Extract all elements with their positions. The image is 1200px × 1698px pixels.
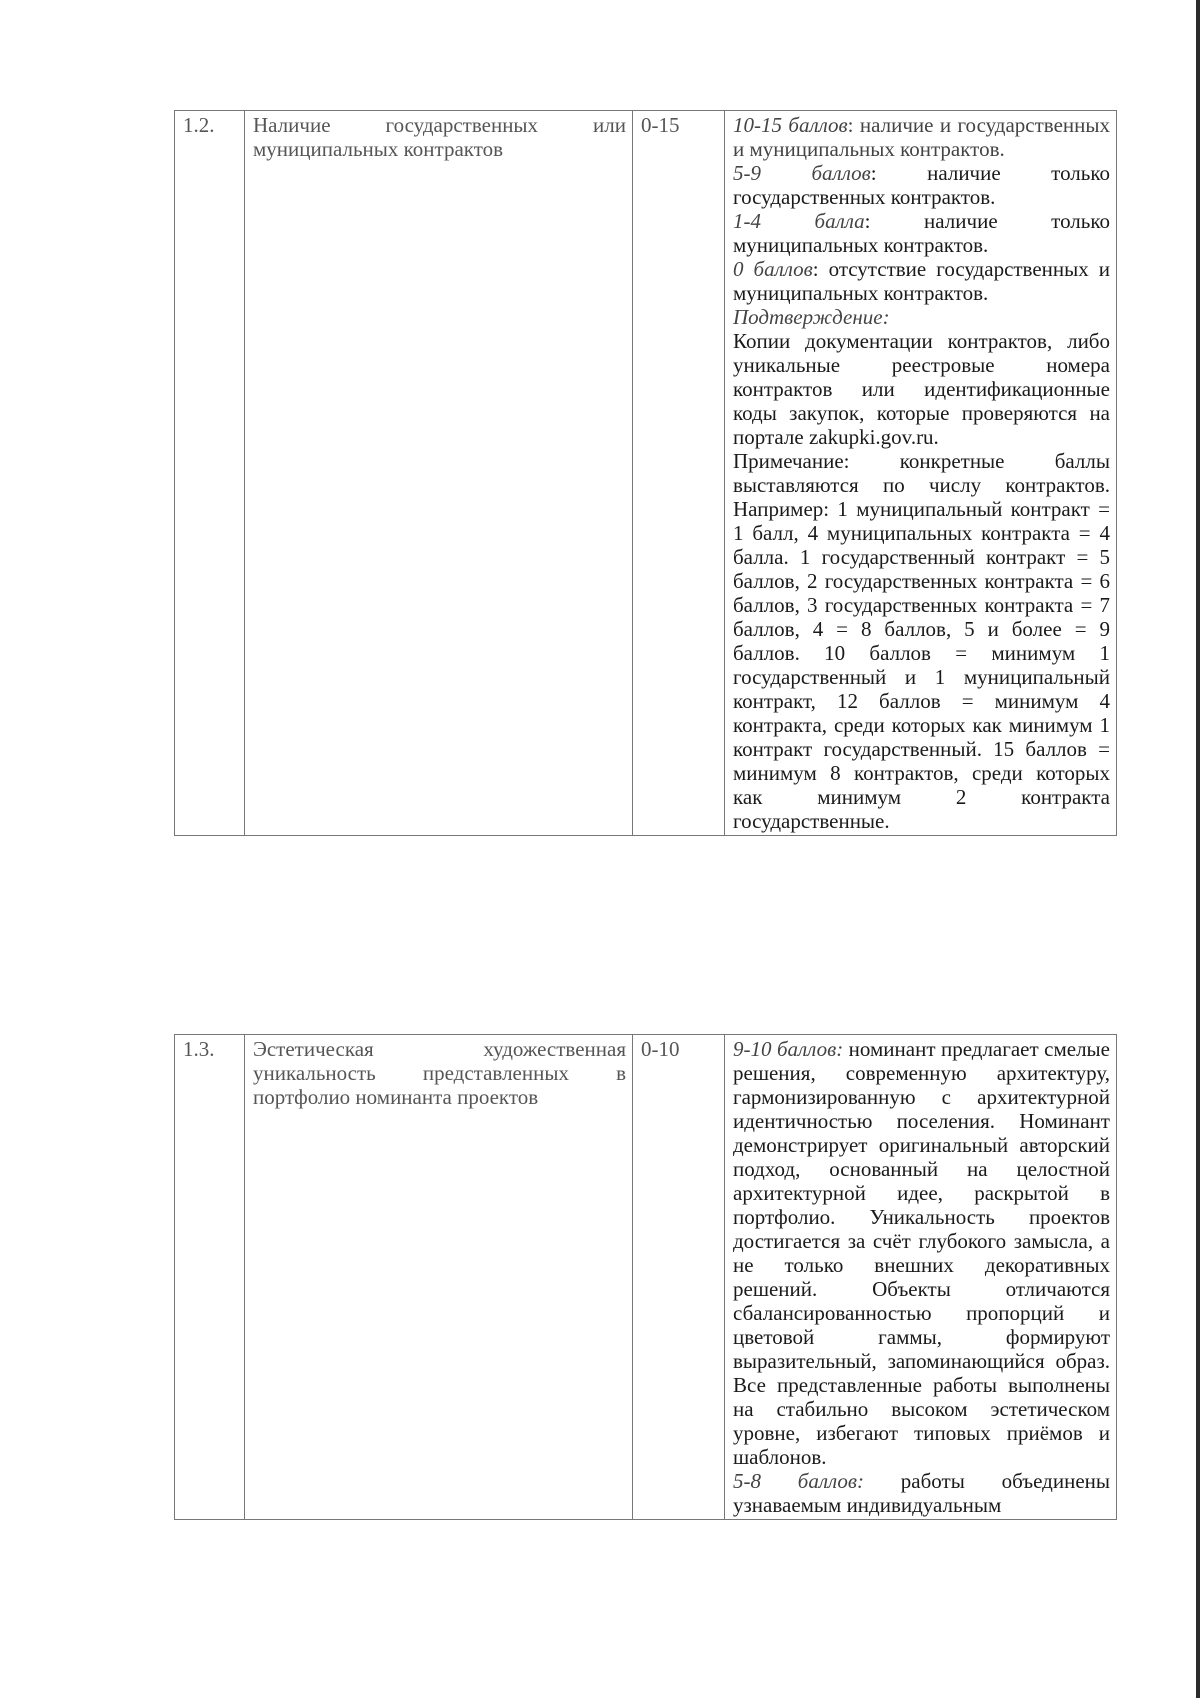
score-label: 10-15 баллов	[733, 113, 848, 137]
criteria-table-row-1-2	[174, 110, 1117, 836]
score-level-1-4	[733, 209, 1110, 257]
score-level-5-8	[733, 1469, 1110, 1517]
table-row	[175, 111, 1117, 836]
scan-edge	[1196, 0, 1200, 1698]
score-level-10-15	[733, 113, 1110, 161]
note-text: Примечание: конкретные баллы выставляются по числу контрактов. Например: 1 муниципальный контракт = 1 балл, 4 муниципальных контракта = 4 балла. 1 государственный контракт = 5 баллов, 2 государственных контракта = 6 баллов, 3 государственных контракта = 7 баллов, 4 = 8 баллов, 5 и более = 9 баллов. 10 баллов = минимум 1 государственный и 1 муниципальный контракт, 12 баллов = минимум 4 контракта, среди которых как минимум 1 контракт государственный. 15 баллов = минимум 8 контрактов, среди которых как минимум 2 контракта государственные.	[733, 449, 1110, 833]
score-label: 5-8 баллов:	[733, 1469, 865, 1493]
score-label: 9-10 баллов:	[733, 1037, 844, 1061]
criterion-number: 1.3.	[175, 1035, 245, 1520]
criterion-number: 1.2.	[175, 111, 245, 836]
score-level-5-9	[733, 161, 1110, 209]
criteria-table-row-1-3	[174, 1034, 1117, 1520]
score-label: 0 баллов	[733, 257, 813, 281]
score-text: : наличие только государственных контрактов.	[733, 161, 1110, 209]
criterion-description	[725, 111, 1117, 836]
score-text: : отсутствие государственных и муниципальных контрактов.	[733, 257, 1111, 305]
score-text: : наличие и государственных и муниципальных контрактов.	[733, 113, 1110, 161]
score-text: работы объединены узнаваемым индивидуальным	[733, 1469, 1110, 1517]
confirmation-text: Копии документации контрактов, либо уникальные реестровые номера контрактов или идентификационные коды закупок, которые проверяются на портале zakupki.gov.ru.	[733, 329, 1110, 449]
score-level-9-10	[733, 1037, 1110, 1469]
confirmation-label: Подтверждение:	[733, 305, 890, 329]
score-text: : наличие только муниципальных контрактов.	[733, 209, 1110, 257]
criterion-description	[725, 1035, 1117, 1520]
table-row	[175, 1035, 1117, 1520]
score-text: номинант предлагает смелые решения, современную архитектуру, гармонизированную с архитектурной идентичностью поселения. Номинант демонстрирует оригинальный авторский подход, основанный на целостной архитектурной идее, раскрытой в портфолио. Уникальность проектов достигается за счёт глубокого замысла, а не только внешних декоративных решений. Объекты отличаются сбалансированностью пропорций и цветовой гаммы, формируют выразительный, запоминающийся образ. Все представленные работы выполнены на стабильно высоком эстетическом уровне, избегают типовых приёмов и шаблонов.	[733, 1037, 1110, 1469]
score-label: 5-9 баллов	[733, 161, 871, 185]
score-range: 0-10	[633, 1035, 725, 1520]
score-range: 0-15	[633, 111, 725, 836]
score-level-0	[733, 257, 1110, 305]
criterion-name: Эстетическая художественная уникальность представленных в портфолио номинанта проектов	[245, 1035, 633, 1520]
criterion-name: Наличие государственных или муниципальных контрактов	[245, 111, 633, 836]
score-label: 1-4 балла	[733, 209, 865, 233]
